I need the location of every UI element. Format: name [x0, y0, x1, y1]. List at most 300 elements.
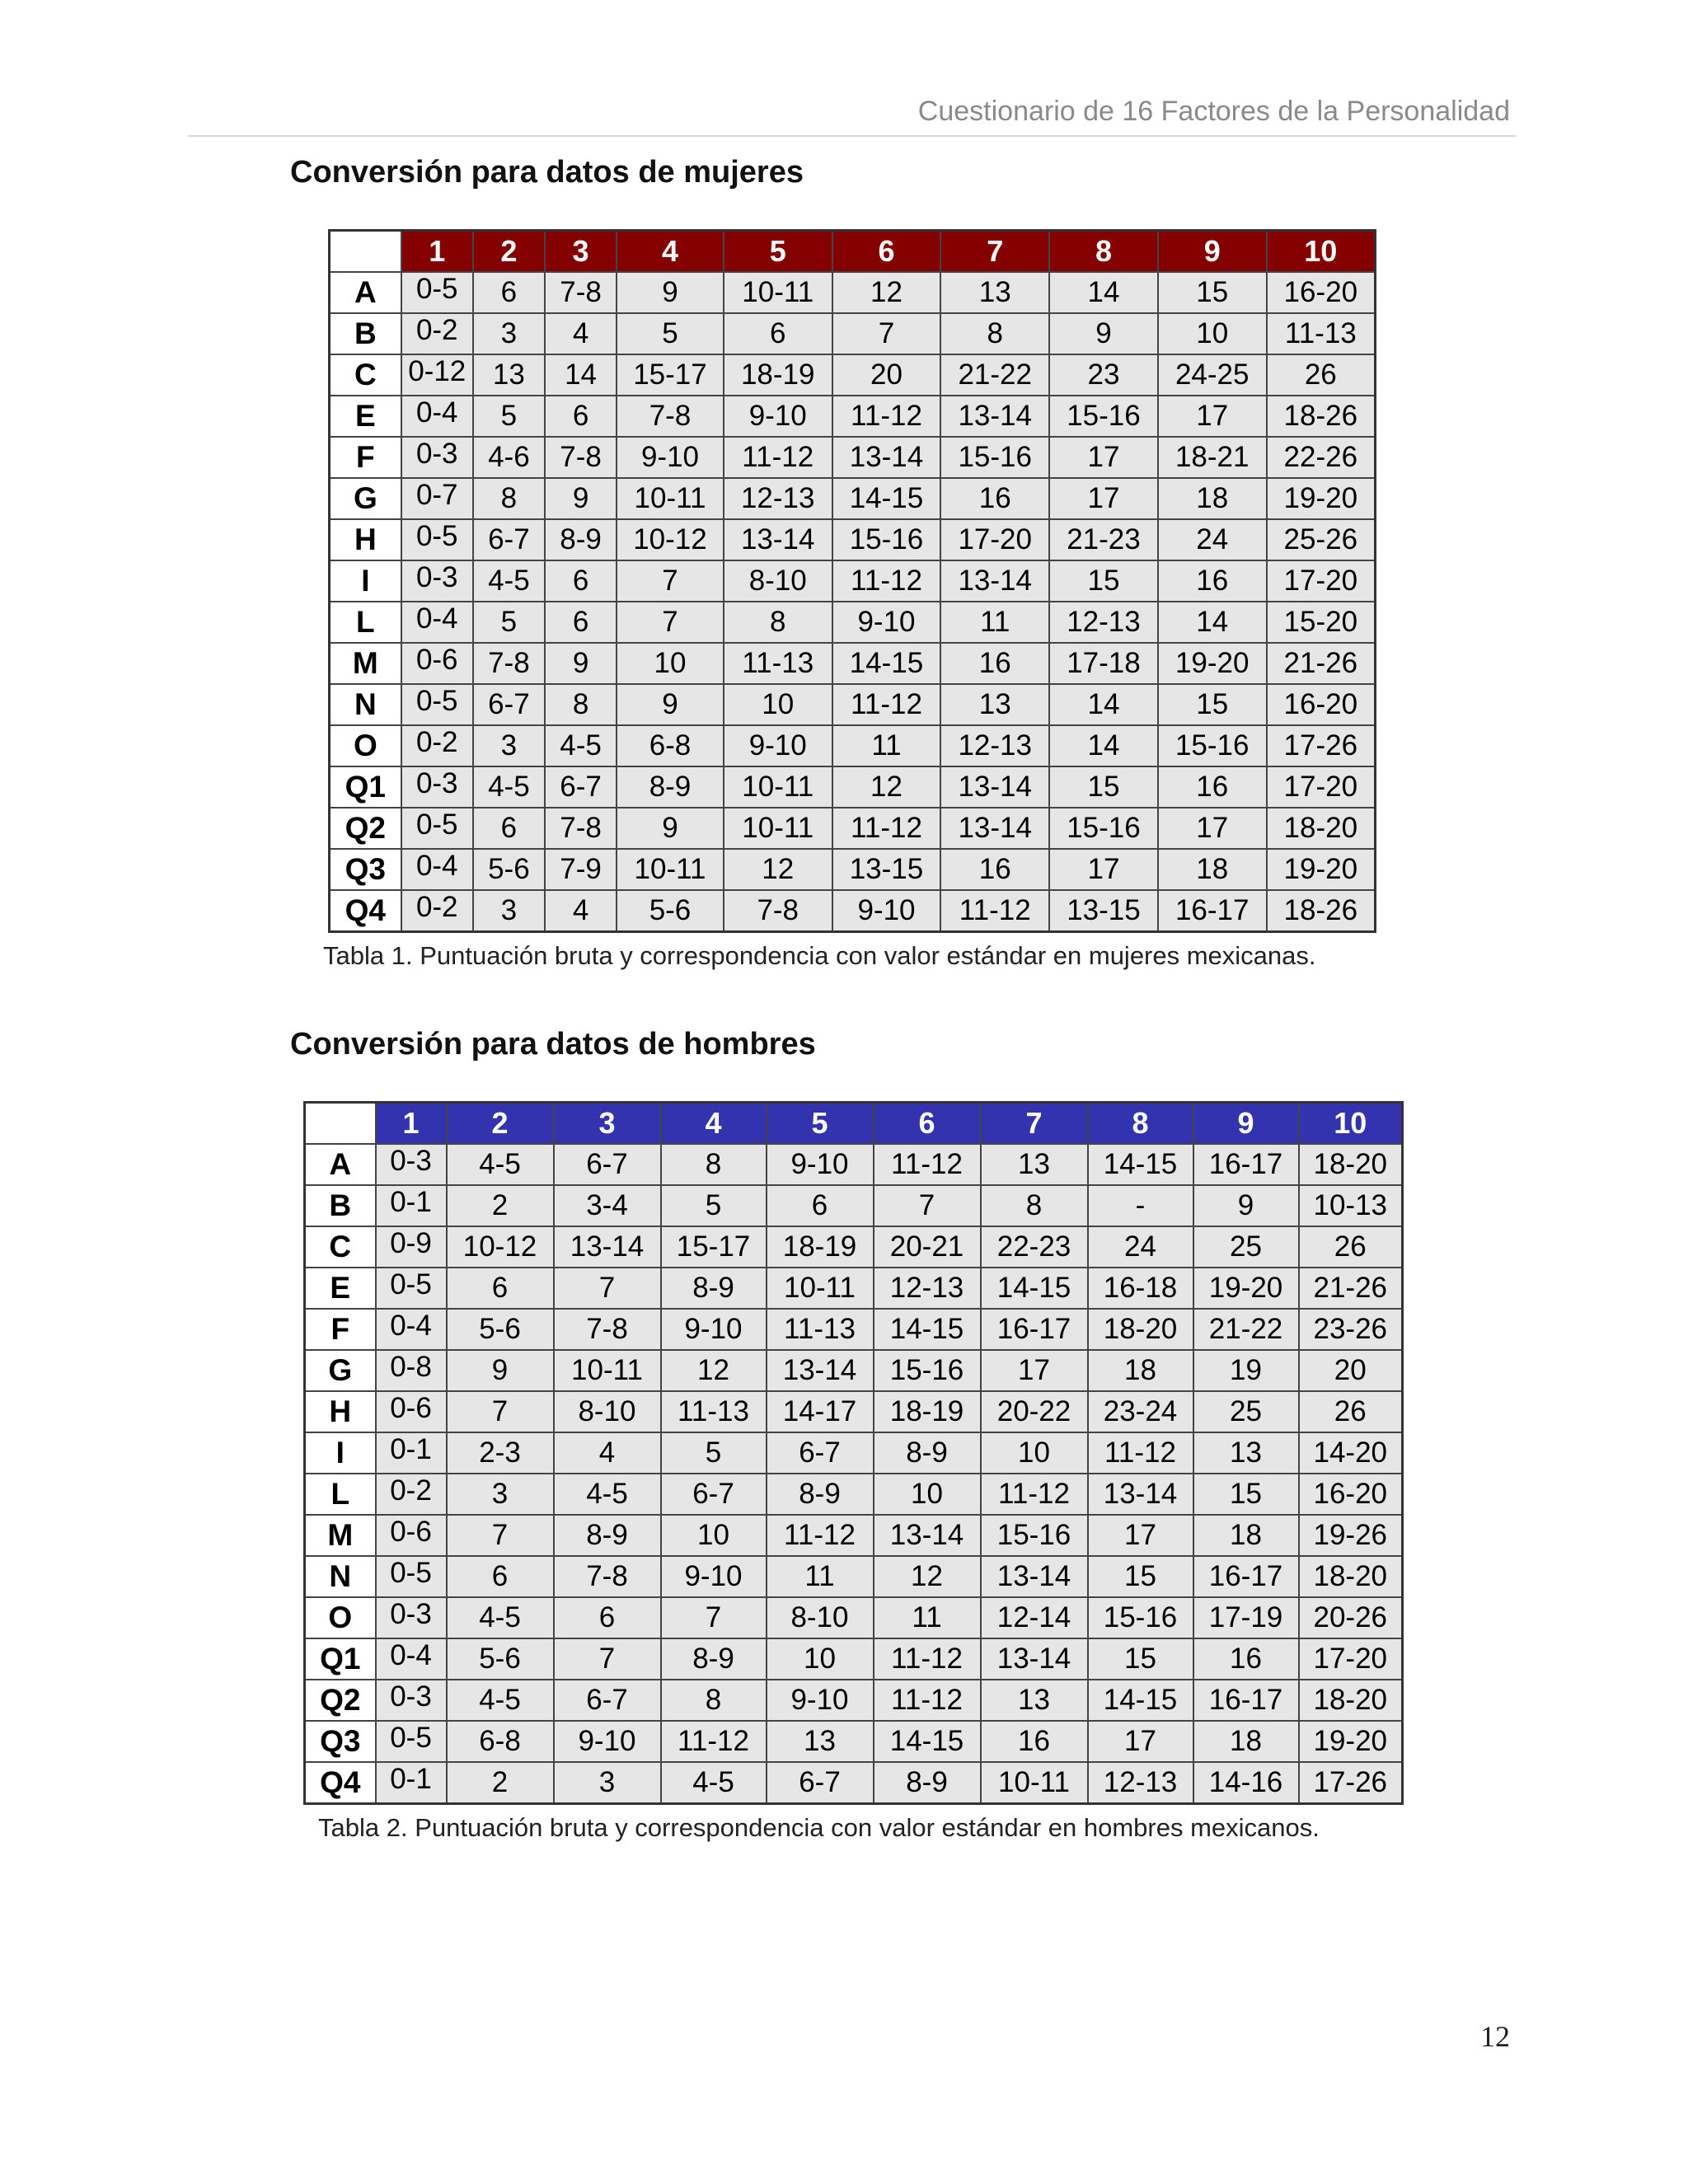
table-cell: 13 [940, 272, 1049, 313]
table-cell: 15-16 [1158, 725, 1267, 766]
table-cell: 9 [1193, 1185, 1299, 1226]
table-cell: 11-12 [724, 437, 832, 478]
table-row [305, 1680, 1403, 1721]
table-row [330, 766, 1376, 808]
table-cell: 4 [554, 1432, 661, 1474]
table-cell: 8-10 [554, 1391, 661, 1432]
table-cell: 12-13 [940, 725, 1049, 766]
table-cell: 7-8 [554, 1309, 661, 1350]
table-row [305, 1762, 1403, 1804]
table-cell: 13-14 [940, 560, 1049, 602]
table-cell: 7 [447, 1515, 554, 1556]
table-cell: 15 [1088, 1556, 1193, 1597]
table-cell: 9 [617, 684, 724, 725]
table-cell: 4-5 [661, 1762, 767, 1804]
table-cell: 13-14 [981, 1556, 1088, 1597]
table-cell: 10-11 [724, 808, 832, 849]
table-cell: 5 [661, 1432, 767, 1474]
table-cell: 10-11 [981, 1762, 1088, 1804]
table-cell: 8 [661, 1680, 767, 1721]
men-table-caption: Tabla 2. Puntuación bruta y correspondencia con valor estándar en hombres mexicanos. [318, 1813, 1320, 1842]
table-row [305, 1432, 1403, 1474]
table-cell: 22-23 [981, 1226, 1088, 1268]
table-cell: 15 [1158, 272, 1267, 313]
table-row [305, 1638, 1403, 1680]
table-cell: 13 [767, 1721, 874, 1762]
table-cell: 9 [617, 808, 724, 849]
table-cell: 20-26 [1299, 1597, 1403, 1638]
table-cell: 16-17 [981, 1309, 1088, 1350]
table-cell: 0-5 [401, 519, 473, 560]
table-cell: 6 [767, 1185, 874, 1226]
table-cell: 18-20 [1299, 1680, 1403, 1721]
table-header-row [330, 231, 1376, 273]
table-cell: 4-5 [545, 725, 617, 766]
table-cell: 14-15 [1088, 1144, 1193, 1185]
table-cell: 17-18 [1049, 643, 1158, 684]
table-cell: 7-8 [545, 437, 617, 478]
table-cell: 11-12 [874, 1144, 981, 1185]
table-cell: 5 [473, 602, 545, 643]
column-header: 5 [767, 1103, 874, 1145]
table-cell: 7-8 [545, 808, 617, 849]
table-cell: 7 [554, 1638, 661, 1680]
table-row [330, 354, 1376, 396]
table-cell: 11-12 [767, 1515, 874, 1556]
table-cell: 8-9 [617, 766, 724, 808]
table-cell: 9-10 [724, 725, 832, 766]
table-cell: 0-5 [401, 808, 473, 849]
men-section-title: Conversión para datos de hombres [290, 1027, 816, 1062]
table-row [305, 1515, 1403, 1556]
table-cell: 11-12 [832, 808, 941, 849]
factor-label: Q2 [330, 808, 401, 849]
table-cell: 21-22 [940, 354, 1049, 396]
table-cell: 3 [473, 890, 545, 932]
table-cell: 10-11 [617, 478, 724, 519]
table-cell: 6 [724, 313, 832, 354]
table-cell: 24 [1158, 519, 1267, 560]
table-cell: 9 [545, 643, 617, 684]
table-cell: 15 [1193, 1474, 1299, 1515]
table-cell: 18-19 [874, 1391, 981, 1432]
table-cell: 6-7 [473, 684, 545, 725]
table-cell: 3 [554, 1762, 661, 1804]
table-row [305, 1226, 1403, 1268]
table-cell: 17 [1158, 396, 1267, 437]
table-cell: 6-7 [767, 1432, 874, 1474]
table-cell: 8 [545, 684, 617, 725]
factor-label: G [305, 1350, 376, 1391]
table-cell: 14-15 [1088, 1680, 1193, 1721]
table-cell: 4-5 [473, 766, 545, 808]
table-cell: 10-11 [767, 1268, 874, 1309]
table-cell: 8 [724, 602, 832, 643]
table-cell: 19-20 [1267, 849, 1376, 890]
table-cell: 22-26 [1267, 437, 1376, 478]
table-cell: 16 [1158, 560, 1267, 602]
table-cell: 13 [473, 354, 545, 396]
table-cell: 6-7 [473, 519, 545, 560]
factor-label: L [305, 1474, 376, 1515]
table-cell: 5 [473, 396, 545, 437]
table-cell: 13-14 [940, 396, 1049, 437]
table-row [305, 1185, 1403, 1226]
table-cell: 15-16 [1088, 1597, 1193, 1638]
table-row [330, 643, 1376, 684]
column-header: 1 [401, 231, 473, 273]
running-header: Cuestionario de 16 Factores de la Personalidad [917, 96, 1510, 127]
table-cell: 7 [447, 1391, 554, 1432]
table-cell: 7 [617, 560, 724, 602]
table-cell: 16-18 [1088, 1268, 1193, 1309]
table-cell: 15 [1088, 1638, 1193, 1680]
table-row [305, 1721, 1403, 1762]
column-header: 8 [1049, 231, 1158, 273]
table-cell: 0-1 [376, 1432, 447, 1474]
table-cell: 17-20 [1267, 766, 1376, 808]
table-cell: 21-26 [1267, 643, 1376, 684]
table-cell: 0-4 [401, 602, 473, 643]
table-cell: 15 [1049, 766, 1158, 808]
table-cell: 0-9 [376, 1226, 447, 1268]
table-cell: 13 [1193, 1432, 1299, 1474]
table-row [330, 725, 1376, 766]
table-cell: 14-16 [1193, 1762, 1299, 1804]
table-row [305, 1556, 1403, 1597]
table-cell: 0-5 [401, 272, 473, 313]
table-cell: 3 [473, 725, 545, 766]
table-cell: 9-10 [661, 1556, 767, 1597]
table-cell: 11-12 [832, 684, 941, 725]
table-cell: 8-9 [767, 1474, 874, 1515]
header-rule [188, 135, 1517, 137]
table-cell: 21-23 [1049, 519, 1158, 560]
table-cell: 14-15 [874, 1721, 981, 1762]
factor-label: E [305, 1268, 376, 1309]
table-row [330, 437, 1376, 478]
table-cell: 13-14 [940, 808, 1049, 849]
factor-label: H [305, 1391, 376, 1432]
column-header: 5 [724, 231, 832, 273]
table-cell: 13-14 [554, 1226, 661, 1268]
table-row [305, 1597, 1403, 1638]
table-cell: 10-11 [617, 849, 724, 890]
table-cell: 4-5 [554, 1474, 661, 1515]
table-cell: 16 [940, 643, 1049, 684]
table-cell: 17 [1088, 1515, 1193, 1556]
table-row [305, 1309, 1403, 1350]
table-cell: 21-22 [1193, 1309, 1299, 1350]
table-cell: 10-11 [724, 272, 832, 313]
table-cell: 18-26 [1267, 890, 1376, 932]
table-cell: 7-9 [545, 849, 617, 890]
table-cell: 4-5 [447, 1597, 554, 1638]
table-cell: 0-8 [376, 1350, 447, 1391]
factor-label: O [330, 725, 401, 766]
table-row [330, 272, 1376, 313]
table-row [305, 1268, 1403, 1309]
factor-label: I [305, 1432, 376, 1474]
table-cell: 10 [661, 1515, 767, 1556]
factor-label: B [305, 1185, 376, 1226]
table-cell: 7 [832, 313, 941, 354]
table-cell: 7 [874, 1185, 981, 1226]
table-cell: 14-20 [1299, 1432, 1403, 1474]
table-cell: 12-13 [874, 1268, 981, 1309]
table-cell: 9-10 [832, 890, 941, 932]
table-cell: 7 [617, 602, 724, 643]
table-cell: 0-1 [376, 1185, 447, 1226]
table-cell: 6-7 [545, 766, 617, 808]
table-cell: 0-6 [376, 1515, 447, 1556]
table-row [330, 890, 1376, 932]
table-cell: 18 [1158, 849, 1267, 890]
table-cell: 7 [554, 1268, 661, 1309]
column-header: 7 [940, 231, 1049, 273]
table-row [305, 1144, 1403, 1185]
table-cell: 0-5 [401, 684, 473, 725]
table-cell: 11-12 [1088, 1432, 1193, 1474]
table-cell: 8-9 [874, 1432, 981, 1474]
table-cell: 26 [1299, 1226, 1403, 1268]
table-cell: 0-3 [376, 1680, 447, 1721]
table-cell: 15-16 [874, 1350, 981, 1391]
factor-label: O [305, 1597, 376, 1638]
table-cell: 18 [1193, 1721, 1299, 1762]
column-header: 8 [1088, 1103, 1193, 1145]
table-cell: 12 [874, 1556, 981, 1597]
table-cell: 16-20 [1299, 1474, 1403, 1515]
table-cell: 18-20 [1299, 1144, 1403, 1185]
column-header: 9 [1158, 231, 1267, 273]
table-cell: 8-9 [661, 1638, 767, 1680]
table-cell: 17-19 [1193, 1597, 1299, 1638]
table-row [305, 1391, 1403, 1432]
table-cell: 18-20 [1299, 1556, 1403, 1597]
table-cell: 20-22 [981, 1391, 1088, 1432]
table-cell: 18-20 [1088, 1309, 1193, 1350]
table-cell: 19-20 [1158, 643, 1267, 684]
table-row [330, 519, 1376, 560]
table-cell: 11 [874, 1597, 981, 1638]
table-cell: 15 [1158, 684, 1267, 725]
table-cell: 4-5 [447, 1680, 554, 1721]
factor-label: E [330, 396, 401, 437]
factor-label: A [330, 272, 401, 313]
table-cell: 20-21 [874, 1226, 981, 1268]
column-header: 7 [981, 1103, 1088, 1145]
factor-label: Q3 [305, 1721, 376, 1762]
table-cell: 6 [447, 1268, 554, 1309]
table-cell: 0-5 [376, 1268, 447, 1309]
table-cell: 9-10 [832, 602, 941, 643]
table-cell: 14-15 [832, 643, 941, 684]
column-header: 6 [874, 1103, 981, 1145]
table-cell: 0-12 [401, 354, 473, 396]
table-cell: 6 [473, 808, 545, 849]
table-cell: 24 [1088, 1226, 1193, 1268]
women-section-title: Conversión para datos de mujeres [290, 155, 804, 190]
table-cell: 16-17 [1158, 890, 1267, 932]
table-cell: 9-10 [554, 1721, 661, 1762]
table-cell: 10-13 [1299, 1185, 1403, 1226]
column-header: 6 [832, 231, 941, 273]
table-cell: 23-24 [1088, 1391, 1193, 1432]
table-cell: 6-7 [767, 1762, 874, 1804]
table-cell: 10 [767, 1638, 874, 1680]
table-cell: 11 [940, 602, 1049, 643]
table-cell: 9 [545, 478, 617, 519]
table-cell: 16 [940, 849, 1049, 890]
table-cell: 6-7 [554, 1680, 661, 1721]
table-row [330, 602, 1376, 643]
table-cell: 10-12 [617, 519, 724, 560]
table-cell: 11-13 [1267, 313, 1376, 354]
table-cell: 17-20 [940, 519, 1049, 560]
table-cell: 6 [554, 1597, 661, 1638]
table-cell: 14 [1049, 684, 1158, 725]
factor-label: Q2 [305, 1680, 376, 1721]
men-conversion-table [303, 1101, 1404, 1805]
table-cell: 26 [1299, 1391, 1403, 1432]
page-number: 12 [1480, 2020, 1510, 2053]
table-cell: 6 [545, 560, 617, 602]
table-cell: 0-3 [401, 766, 473, 808]
table-cell: 8 [940, 313, 1049, 354]
table-cell: 8 [661, 1144, 767, 1185]
factor-label: A [305, 1144, 376, 1185]
table-cell: 16 [940, 478, 1049, 519]
table-cell: 11-12 [832, 396, 941, 437]
table-cell: 18-19 [724, 354, 832, 396]
table-cell: 10 [981, 1432, 1088, 1474]
table-row [305, 1350, 1403, 1391]
table-cell: 18 [1088, 1350, 1193, 1391]
table-cell: 0-5 [376, 1721, 447, 1762]
table-cell: 11-12 [940, 890, 1049, 932]
factor-label: C [330, 354, 401, 396]
table-cell: 17-20 [1299, 1638, 1403, 1680]
table-cell: 2-3 [447, 1432, 554, 1474]
table-cell: 14 [1158, 602, 1267, 643]
table-cell: 3 [447, 1474, 554, 1515]
table-cell: 11-13 [661, 1391, 767, 1432]
table-cell: 15-16 [981, 1515, 1088, 1556]
table-cell: 10 [1158, 313, 1267, 354]
table-cell: 0-5 [376, 1556, 447, 1597]
table-cell: 0-4 [376, 1638, 447, 1680]
table-header-row [305, 1103, 1403, 1145]
table-cell: 8-9 [554, 1515, 661, 1556]
table-cell: 20 [1299, 1350, 1403, 1391]
table-cell: 15-16 [1049, 808, 1158, 849]
corner-cell [305, 1103, 376, 1145]
column-header: 3 [545, 231, 617, 273]
factor-label: N [305, 1556, 376, 1597]
table-cell: 6 [473, 272, 545, 313]
table-cell: 11-12 [981, 1474, 1088, 1515]
table-cell: 2 [447, 1185, 554, 1226]
table-cell: 10 [874, 1474, 981, 1515]
factor-label: F [330, 437, 401, 478]
column-header: 10 [1267, 231, 1376, 273]
factor-label: M [305, 1515, 376, 1556]
table-cell: 0-6 [401, 643, 473, 684]
table-row [330, 478, 1376, 519]
table-cell: 13 [981, 1680, 1088, 1721]
table-row [330, 849, 1376, 890]
table-cell: 15-16 [940, 437, 1049, 478]
table-cell: 16-17 [1193, 1556, 1299, 1597]
table-cell: 15-17 [661, 1226, 767, 1268]
table-cell: 18-19 [767, 1226, 874, 1268]
table-cell: 17 [1158, 808, 1267, 849]
table-cell: 0-2 [401, 313, 473, 354]
table-cell: 14 [1049, 725, 1158, 766]
table-cell: 5-6 [447, 1309, 554, 1350]
table-cell: 8-9 [661, 1268, 767, 1309]
table-cell: 24-25 [1158, 354, 1267, 396]
table-cell: 21-26 [1299, 1268, 1403, 1309]
factor-label: Q3 [330, 849, 401, 890]
table-cell: 5-6 [617, 890, 724, 932]
table-cell: 12-14 [981, 1597, 1088, 1638]
table-cell: 8-10 [767, 1597, 874, 1638]
table-cell: 12 [724, 849, 832, 890]
table-cell: 5-6 [473, 849, 545, 890]
table-cell: 6-8 [617, 725, 724, 766]
factor-label: G [330, 478, 401, 519]
table-cell: 12-13 [724, 478, 832, 519]
table-cell: 13 [981, 1144, 1088, 1185]
table-cell: 16-20 [1267, 272, 1376, 313]
table-cell: 9-10 [617, 437, 724, 478]
corner-cell [330, 231, 401, 273]
table-cell: 11-13 [724, 643, 832, 684]
table-cell: 11-12 [661, 1721, 767, 1762]
table-cell: 19 [1193, 1350, 1299, 1391]
table-cell: 0-2 [401, 725, 473, 766]
table-cell: 6-7 [554, 1144, 661, 1185]
factor-label: C [305, 1226, 376, 1268]
table-cell: 14-15 [874, 1309, 981, 1350]
table-cell: 10-11 [554, 1350, 661, 1391]
column-header: 3 [554, 1103, 661, 1145]
table-cell: 7-8 [617, 396, 724, 437]
table-cell: 8-9 [545, 519, 617, 560]
table-cell: 19-26 [1299, 1515, 1403, 1556]
table-cell: 6 [545, 602, 617, 643]
column-header: 4 [661, 1103, 767, 1145]
table-cell: 5-6 [447, 1638, 554, 1680]
table-cell: 11-12 [874, 1680, 981, 1721]
table-cell: 15-20 [1267, 602, 1376, 643]
table-cell: 16 [1193, 1638, 1299, 1680]
table-cell: 9 [447, 1350, 554, 1391]
column-header: 2 [473, 231, 545, 273]
table-cell: 16-17 [1193, 1144, 1299, 1185]
table-cell: 18-20 [1267, 808, 1376, 849]
table-cell: 5 [661, 1185, 767, 1226]
table-cell: 17-20 [1267, 560, 1376, 602]
table-cell: 3-4 [554, 1185, 661, 1226]
table-cell: 20 [832, 354, 941, 396]
factor-label: N [330, 684, 401, 725]
table-cell: 16 [1158, 766, 1267, 808]
table-cell: 0-6 [376, 1391, 447, 1432]
table-cell: 11 [832, 725, 941, 766]
